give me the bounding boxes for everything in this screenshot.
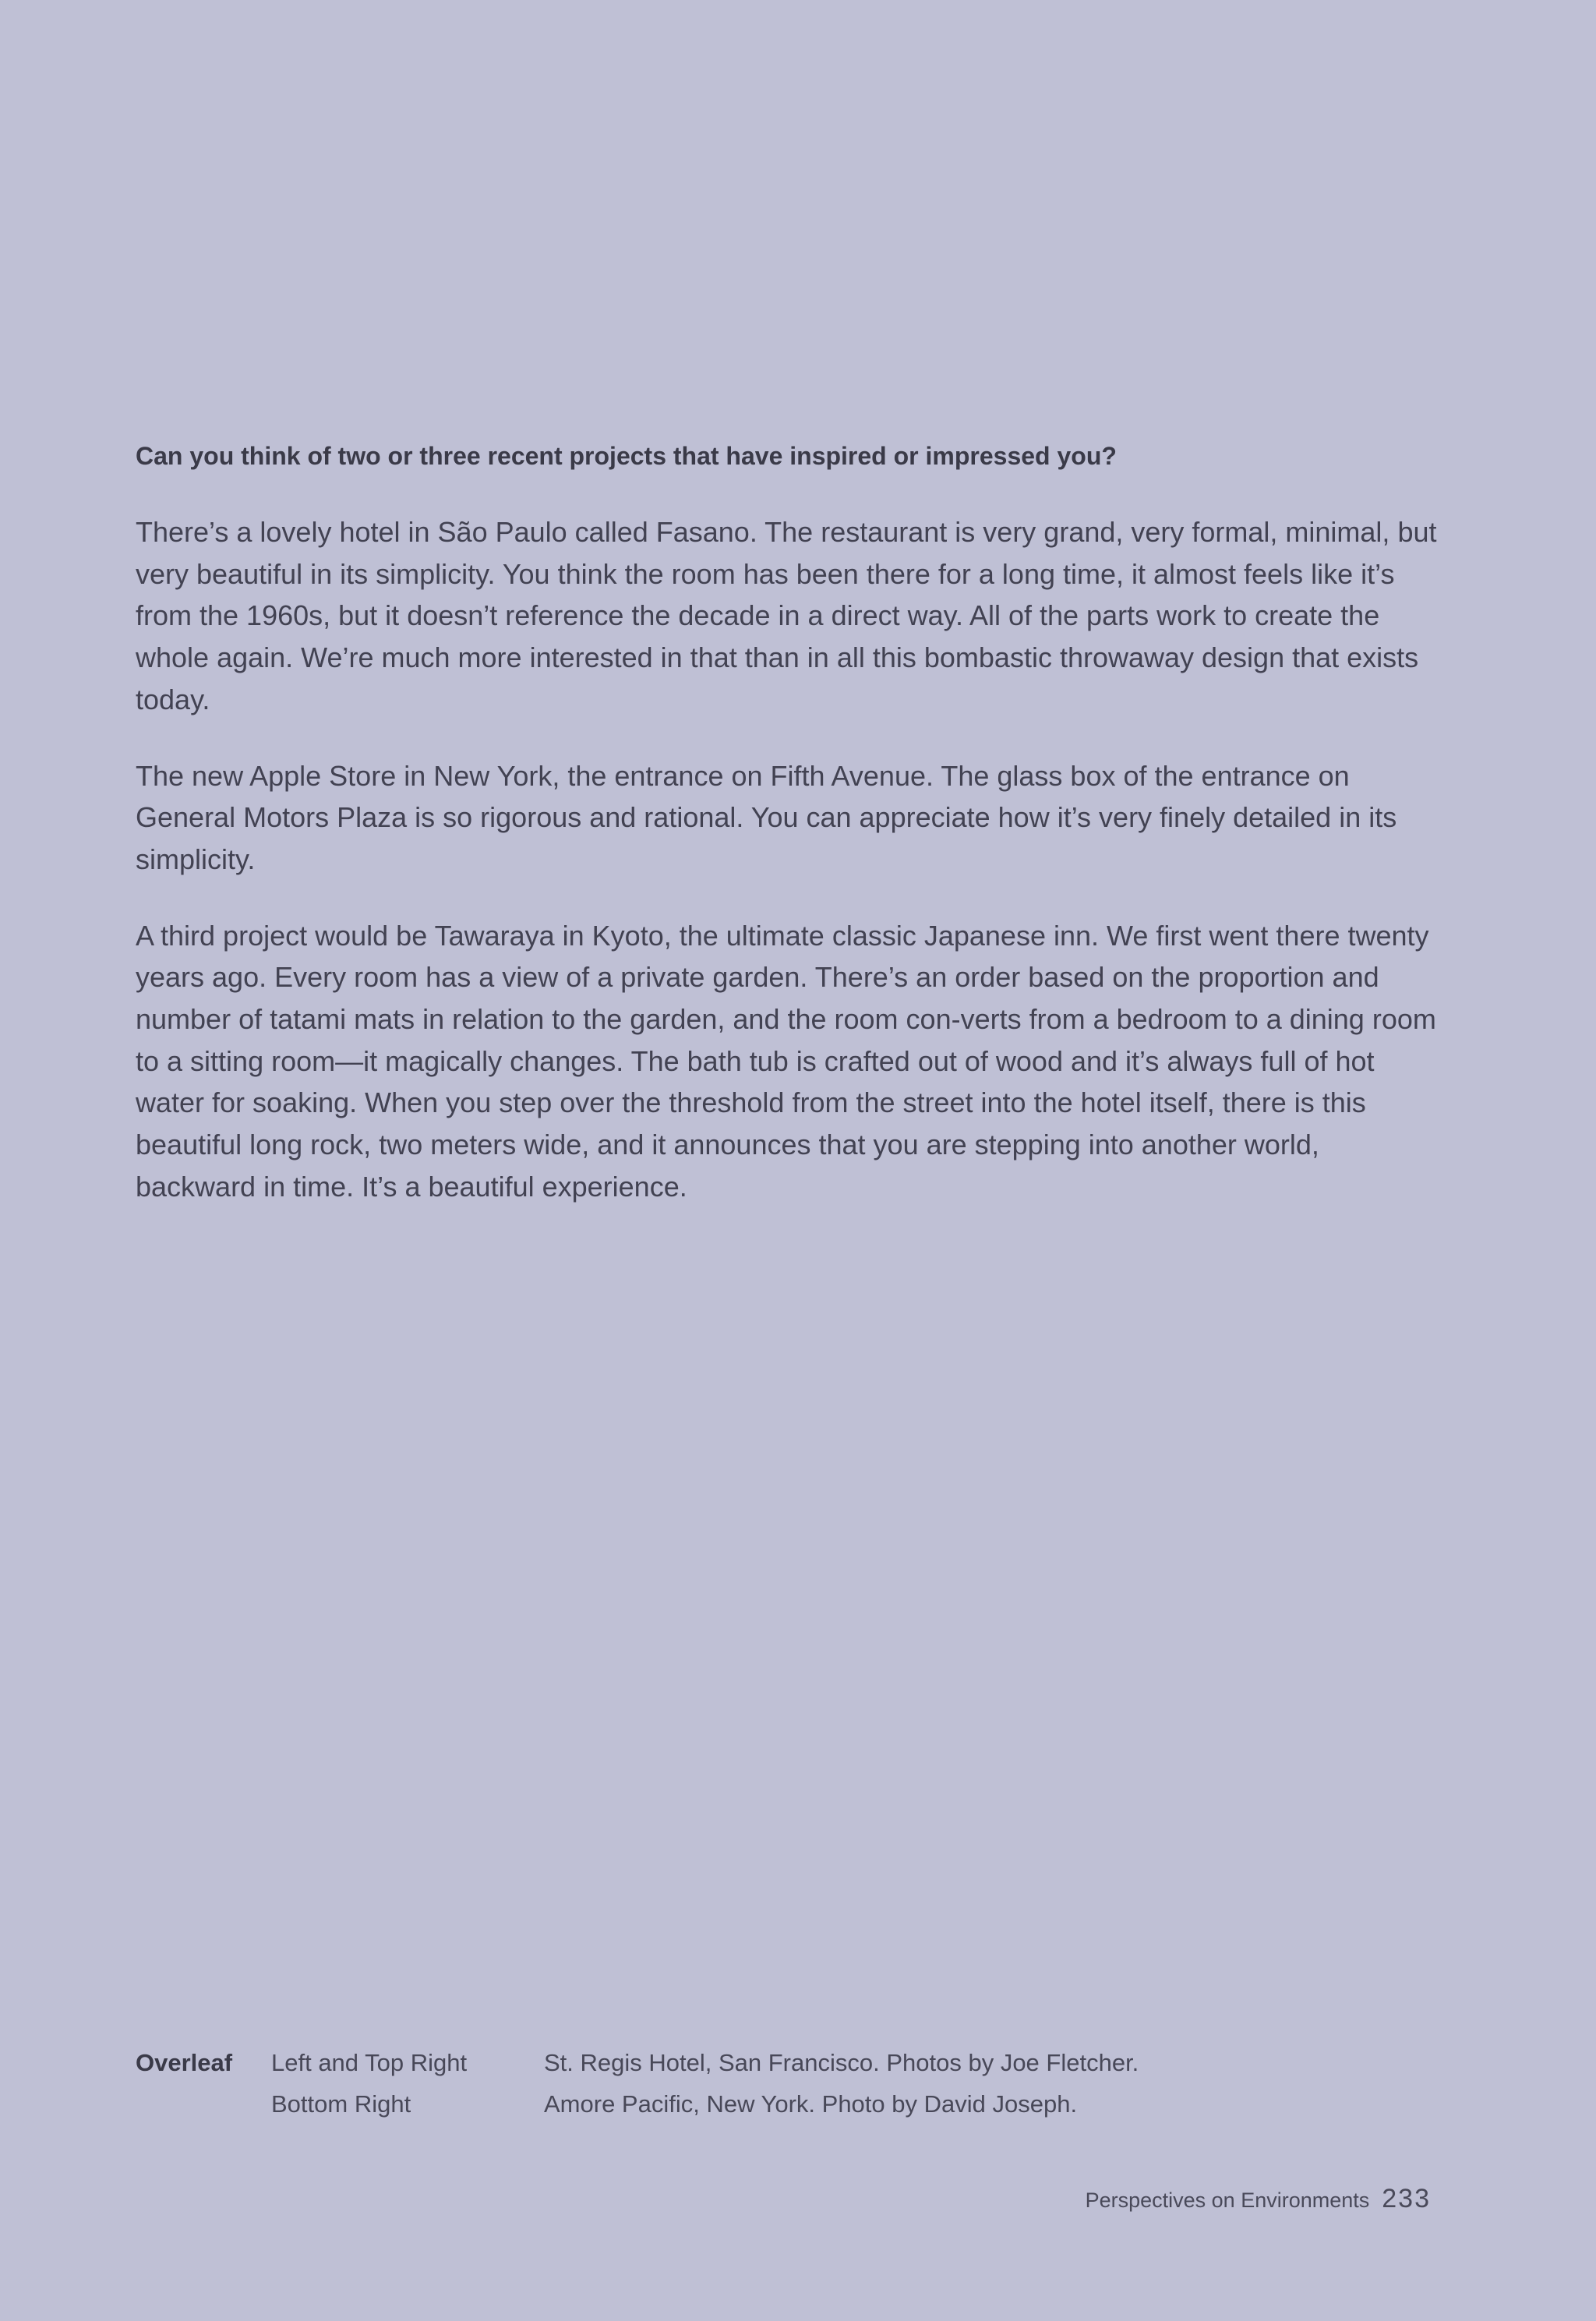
running-footer-title: Perspectives on Environments xyxy=(1085,2189,1370,2212)
caption-position: Bottom Right xyxy=(271,2090,411,2118)
answer-paragraph-1: There’s a lovely hotel in São Paulo called Fasano. The restaurant is very grand, very formal, minimal, but very beautiful in its simplicity. You think the room has been there for a long time, it almost feels like it’s from the 1960s, but it doesn’t reference the decade in a direct way. All of the parts work to create the whole again. We’re much more interested in that than in all this bombastic throwaway design that exists today. xyxy=(136,516,1437,715)
caption-position: Left and Top Right xyxy=(271,2049,468,2076)
caption-text: St. Regis Hotel, San Francisco. Photos by Joe Fletcher. xyxy=(544,2049,1139,2076)
caption-text: Amore Pacific, New York. Photo by David Joseph. xyxy=(544,2090,1078,2118)
interview-question: Can you think of two or three recent projects that have inspired or impressed you? xyxy=(136,442,1117,470)
caption-row xyxy=(136,2083,1460,2125)
photo-captions xyxy=(136,2042,1460,2125)
caption-row xyxy=(136,2042,1460,2083)
answer-paragraph-3: A third project would be Tawaraya in Kyoto, the ultimate classic Japanese inn. We first went there twenty years ago. Every room has a view of a private garden. There’s an order based on the proportion and number of tatami mats in relation to the garden, and the room con-verts from a bedroom to a dining room to a sitting room—it magically changes. The bath tub is crafted out of wood and it’s always full of hot water for soaking. When you step over the threshold from the street into the hotel itself, there is this beautiful long rock, two meters wide, and it announces that you are stepping into another world, backward in time. It’s a beautiful experience. xyxy=(136,919,1436,1203)
interview-section xyxy=(136,436,1445,1242)
caption-label: Overleaf xyxy=(136,2049,233,2076)
answer-paragraph-2: The new Apple Store in New York, the entrance on Fifth Avenue. The glass box of the entrance on General Motors Plaza is so rigorous and rational. You can appreciate how it’s very finely detailed in its simplicity. xyxy=(136,759,1397,875)
page-footer xyxy=(1086,2179,1431,2220)
page-number: 233 xyxy=(1382,2184,1431,2213)
